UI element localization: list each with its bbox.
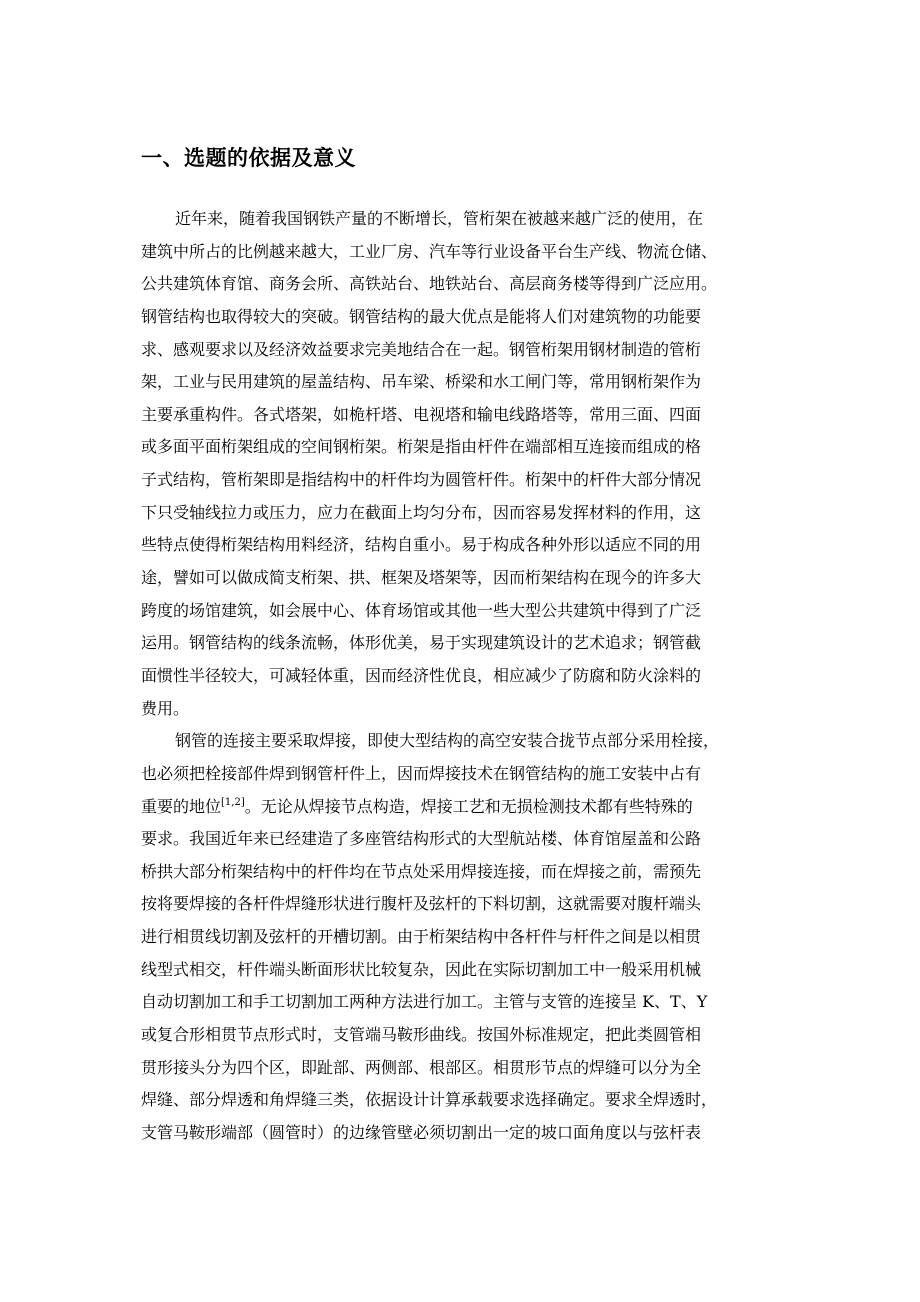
paragraph-2-line: 桥拱大部分桁架结构中的杆件均在节点处采用焊接连接，而在焊接之前，需预先 <box>141 861 702 881</box>
paragraph-1-line: 子式结构，管桁架即是指结构中的杆件均为圆管杆件。桁架中的杆件大部分情况 <box>141 470 702 490</box>
paragraph-2-line: 线型式相交，杆件端头断面形状比较复杂，因此在实际切割加工中一般采用机械 <box>141 959 702 979</box>
paragraph-2-text: 重要的地位 <box>141 796 222 816</box>
paragraph-1-line: 些特点使得桁架结构用料经济，结构自重小。易于构成各种外形以适应不同的用 <box>141 535 702 555</box>
paragraph-1-line: 主要承重构件。各式塔架，如桅杆塔、电视塔和输电线路塔等，常用三面、四面 <box>141 404 702 424</box>
body-text <box>141 203 781 1150</box>
paragraph-2-line: 钢管的连接主要采取焊接，即使大型结构的高空安装合拢节点部分采用栓接， <box>175 731 720 751</box>
paragraph-2-line: 要求。我国近年来已经建造了多座管结构形式的大型航站楼、体育馆屋盖和公路 <box>141 829 702 849</box>
citation-reference: [1,2] <box>221 796 245 808</box>
paragraph-1-line: 跨度的场馆建筑，如会展中心、体育场馆或其他一些大型公共建筑中得到了广泛 <box>141 600 702 620</box>
section-heading: 一、选题的依据及意义 <box>141 146 356 170</box>
paragraph-2-line: 焊缝、部分焊透和角焊缝三类，依据设计计算承载要求选择确定。要求全焊透时， <box>141 1090 718 1110</box>
paragraph-1-line: 或多面平面桁架组成的空间钢桁架。桁架是指由杆件在端部相互连接而组成的格 <box>141 437 702 457</box>
paragraph-1-line: 钢管结构也取得较大的突破。钢管结构的最大优点是能将人们对建筑物的功能要 <box>141 306 702 326</box>
paragraph-1-line: 求、感观要求以及经济效益要求完美地结合在一起。钢管桁架用钢材制造的管桁 <box>141 339 702 359</box>
paragraph-1-line: 架，工业与民用建筑的屋盖结构、吊车梁、桥梁和水工闸门等，常用钢桁架作为 <box>141 372 702 392</box>
paragraph-2-line: 也必须把栓接部件焊到钢管杆件上，因而焊接技术在钢管结构的施工安装中占有 <box>141 763 702 783</box>
paragraph-1-line: 费用。 <box>141 698 190 718</box>
paragraph-2-line: 支管马鞍形端部（圆管时）的边缘管壁必须切割出一定的坡口面角度以与弦杆表 <box>141 1122 702 1142</box>
paragraph-1-line: 途，譬如可以做成简支桁架、拱、框架及塔架等，因而桁架结构在现今的许多大 <box>141 568 702 588</box>
paragraph-1-line: 运用。钢管结构的线条流畅，体形优美，易于实现建筑设计的艺术追求；钢管截 <box>141 633 702 653</box>
paragraph-2-line: 自动切割加工和手工切割加工两种方法进行加工。主管与支管的连接呈 K、T、Y <box>141 992 708 1012</box>
paragraph-1-line: 建筑中所占的比例越来越大，工业厂房、汽车等行业设备平台生产线、物流仓储、 <box>141 241 718 261</box>
paragraph-2-line-with-citation <box>141 791 781 824</box>
paragraph-2-line: 贯形接头分为四个区，即趾部、两侧部、根部区。相贯形节点的焊缝可以分为全 <box>141 1057 702 1077</box>
paragraph-2-text: 。无论从焊接节点构造，焊接工艺和无损检测技术都有些特殊的 <box>244 796 693 816</box>
paragraph-1-line: 近年来，随着我国钢铁产量的不断增长，管桁架在被越来越广泛的使用，在 <box>175 209 704 228</box>
paragraph-2-line: 进行相贯线切割及弦杆的开槽切割。由于桁架结构中各杆件与杆件之间是以相贯 <box>141 927 702 947</box>
paragraph-2-line: 按将要焊接的各杆件焊缝形状进行腹杆及弦杆的下料切割，这就需要对腹杆端头 <box>141 894 702 914</box>
paragraph-1-line: 公共建筑体育馆、商务会所、高铁站台、地铁站台、高层商务楼等得到广泛应用。 <box>141 274 718 294</box>
paragraph-1-line: 面惯性半径较大，可减轻体重，因而经济性优良，相应减少了防腐和防火涂料的 <box>141 665 702 685</box>
paragraph-2-line: 或复合形相贯节点形式时，支管端马鞍形曲线。按国外标准规定，把此类圆管相 <box>141 1025 702 1045</box>
paragraph-1-line: 下只受轴线拉力或压力，应力在截面上均匀分布，因而容易发挥材料的作用，这 <box>141 502 702 522</box>
